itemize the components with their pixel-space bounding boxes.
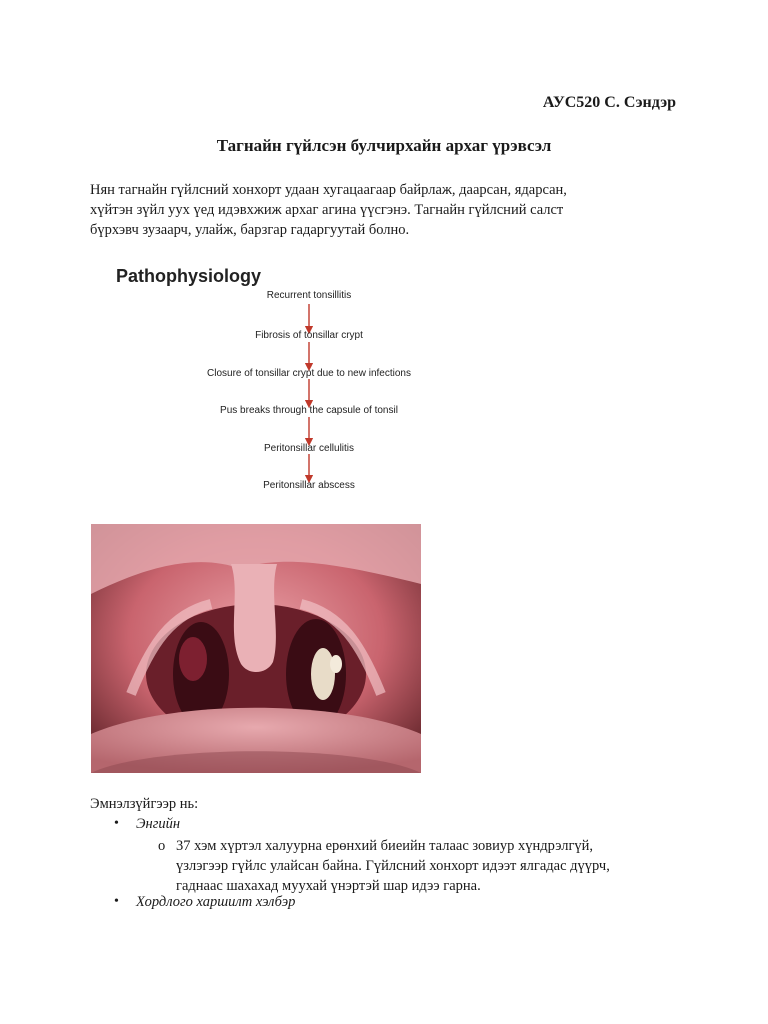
sub-text xyxy=(176,836,696,896)
intro-line: бүрхэвч зузаарч, улайж, барзгар гадаргуутай болно. xyxy=(90,222,410,238)
intro-line: Нян тагнайн гүйлсний хонхорт удаан хугацаагаар байрлаж, даарсан, ядарсан, xyxy=(90,182,567,198)
intro-paragraph xyxy=(90,180,670,240)
pathophysiology-diagram xyxy=(110,262,440,502)
intro-line: хүйтэн зүйл уух үед идэвхжиж архаг агина үүсгэнэ. Тагнайн гүйлсний салст xyxy=(90,202,564,218)
diagram-step: Fibrosis of tonsillar crypt xyxy=(255,330,363,341)
diagram-step: Pus breaks through the capsule of tonsil xyxy=(220,405,398,416)
sub-line: гаднаас шахахад муухай үнэртэй шар идээ гарна. xyxy=(176,878,481,894)
throat-photo xyxy=(91,524,421,773)
diagram-step: Closure of tonsillar crypt due to new infections xyxy=(207,368,411,379)
sub-line: 37 хэм хүртэл халуурна ерөнхий биеийн талаас зовиур хүндрэлгүй, xyxy=(176,838,594,854)
author-line: АУС520 С. Сэндэр xyxy=(542,94,676,111)
diagram-step: Peritonsillar cellulitis xyxy=(263,443,355,454)
clinical-label: Эмнэлзүйгээр нь: xyxy=(90,796,199,812)
diagram-step: Peritonsillar abscess xyxy=(263,480,355,491)
sub-line: үзлэгээр гүйлс улайсан байна. Гүйлсний хонхорт идээт ялгадас дүүрч, xyxy=(176,858,610,874)
diagram-step: Recurrent tonsillitis xyxy=(266,290,352,301)
bullet-marker: • xyxy=(114,894,119,909)
bullet-text: Хордлого харшилт хэлбэр xyxy=(136,894,296,910)
bullet-marker: • xyxy=(114,816,119,831)
diagram-heading: Pathophysiology xyxy=(116,266,262,286)
page-title: Тагнайн гүйлсэн булчирхайн архаг үрэвсэл xyxy=(216,136,552,155)
bullet-text: Энгийн xyxy=(136,816,181,832)
sub-marker: o xyxy=(158,838,166,854)
